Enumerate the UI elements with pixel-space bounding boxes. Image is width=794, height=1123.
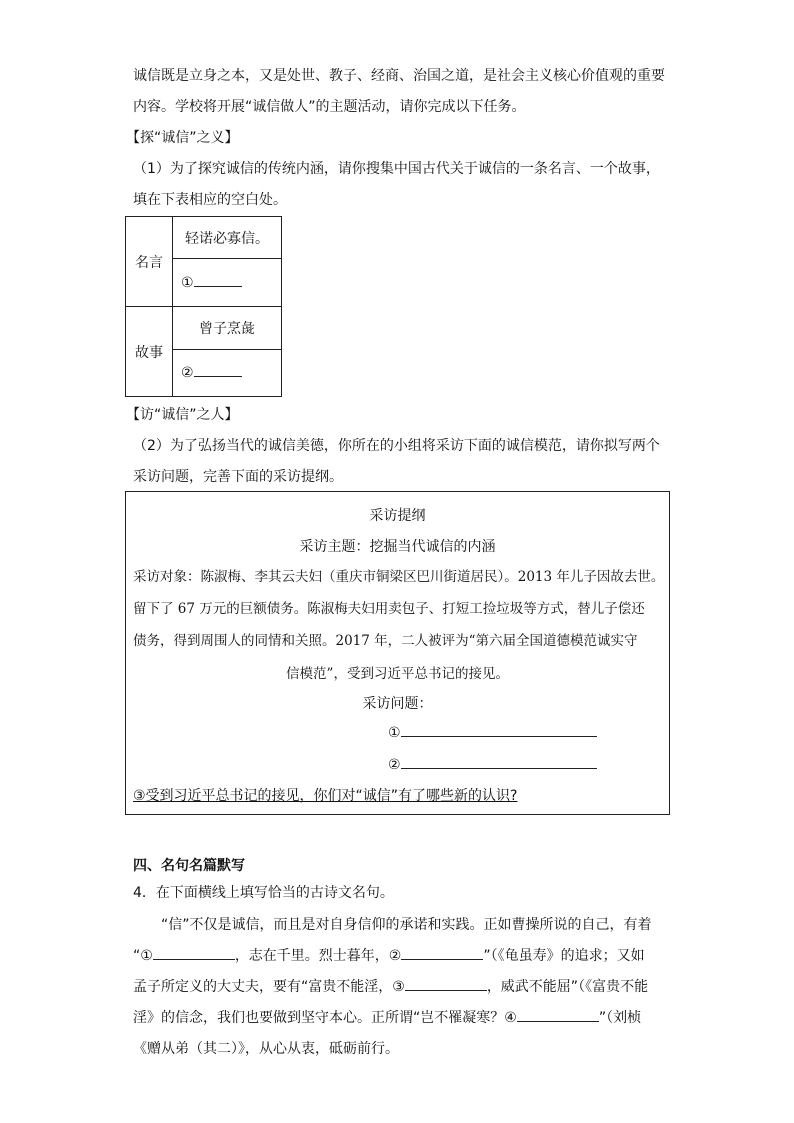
part4-heading: 四、名句名篇默写 xyxy=(133,858,245,874)
outline-title: 采访提纲 xyxy=(369,508,426,524)
poem-blank-1[interactable] xyxy=(153,959,235,960)
outline-theme: 采访主题：挖掘当代诚信的内涵 xyxy=(299,539,496,555)
blank-marker-1: ① xyxy=(181,274,194,291)
outline-target-4: 信模范”，受到习近平总书记的接见。 xyxy=(286,666,509,682)
poem-blank-2[interactable] xyxy=(401,959,483,960)
table-quote-blank[interactable] xyxy=(173,259,282,307)
text-segment: “① xyxy=(133,948,153,964)
table-label-quote: 名言 xyxy=(126,217,173,307)
text-segment: ”（《龟虽寿》的追求；又如 xyxy=(483,948,645,964)
poem-para-2 xyxy=(133,946,645,966)
text-segment: 孟子所定义的大丈夫，要有“富贵不能淫，③ xyxy=(133,979,405,995)
intro-line-1: 诚信既是立身之本，又是处世、教子、经商、治国之道，是社会主义核心价值观的重要 xyxy=(133,68,665,84)
poem-para-4 xyxy=(133,1008,641,1028)
q2-line-1: （2）为了弘扬当代的诚信美德，你所在的小组将采访下面的诚信模范，请你拟写两个 xyxy=(133,438,660,454)
text-segment: ，威武不能屈”（《富贵不能 xyxy=(486,979,649,995)
table-story-value: 曾子烹彘 xyxy=(173,307,282,350)
answer-line xyxy=(401,768,597,769)
question-blank-1[interactable] xyxy=(388,723,597,743)
poem-para-5: 《赠从弟（其二）》，从心从衷，砥砺前行。 xyxy=(133,1041,399,1057)
outline-target-2: 留下了 67 万元的巨额债务。陈淑梅夫妇用卖包子、打短工捡垃圾等方式，替儿子偿还 xyxy=(133,601,645,617)
text-segment: 淫》的信念，我们也要做到坚守本心。正所谓“岂不罹凝寒？④ xyxy=(133,1010,517,1026)
q1-line-1: （1）为了探究诚信的传统内涵，请你搜集中国古代关于诚信的一条名言、一个故事， xyxy=(133,161,660,177)
blank-marker-q1: ① xyxy=(388,725,401,741)
q4-instruction: 4．在下面横线上填写恰当的古诗文名句。 xyxy=(133,885,394,901)
answer-line xyxy=(401,736,597,737)
questions-label: 采访问题： xyxy=(362,696,433,712)
outline-target-1: 采访对象：陈淑梅、李其云夫妇（重庆市铜梁区巴川街道居民）。2013 年儿子因故去世。 xyxy=(133,569,665,585)
section1-title: 【探“诚信”之义】 xyxy=(126,130,239,146)
table-quote-value: 轻诺必寡信。 xyxy=(173,217,282,259)
outline-target-3: 债务，得到周围人的同情和关照。2017 年，二人被评为“第六届全国道德模范诚实守 xyxy=(133,633,638,649)
poem-blank-3[interactable] xyxy=(405,990,487,991)
text-segment: ，志在千里。烈士暮年，② xyxy=(234,948,402,964)
interview-outline-box xyxy=(125,491,670,815)
blank-marker-2: ② xyxy=(181,365,194,381)
table-story-blank[interactable] xyxy=(173,350,282,397)
q1-line-2: 填在下表相应的空白处。 xyxy=(133,192,287,208)
q2-line-2: 采访问题，完善下面的采访提纲。 xyxy=(133,469,343,485)
question-3: ③受到习近平总书记的接见，你们对“诚信”有了哪些新的认识? xyxy=(133,788,518,804)
text-segment: ”（刘桢 xyxy=(598,1010,642,1026)
answer-line xyxy=(194,286,242,287)
blank-marker-q2: ② xyxy=(388,757,401,773)
quotes-stories-table xyxy=(125,216,282,397)
section2-title: 【访“诚信”之人】 xyxy=(126,407,239,423)
poem-blank-4[interactable] xyxy=(517,1021,599,1022)
intro-line-2: 内容。学校将开展“诚信做人”的主题活动，请你完成以下任务。 xyxy=(133,99,526,115)
poem-para-3 xyxy=(133,977,648,997)
question-blank-2[interactable] xyxy=(388,755,597,775)
table-label-story: 故事 xyxy=(126,307,173,397)
poem-para-1: “信”不仅是诚信，而且是对自身信仰的承诺和实践。正如曹操所说的自己，有着 xyxy=(161,917,652,933)
answer-line xyxy=(194,376,242,377)
